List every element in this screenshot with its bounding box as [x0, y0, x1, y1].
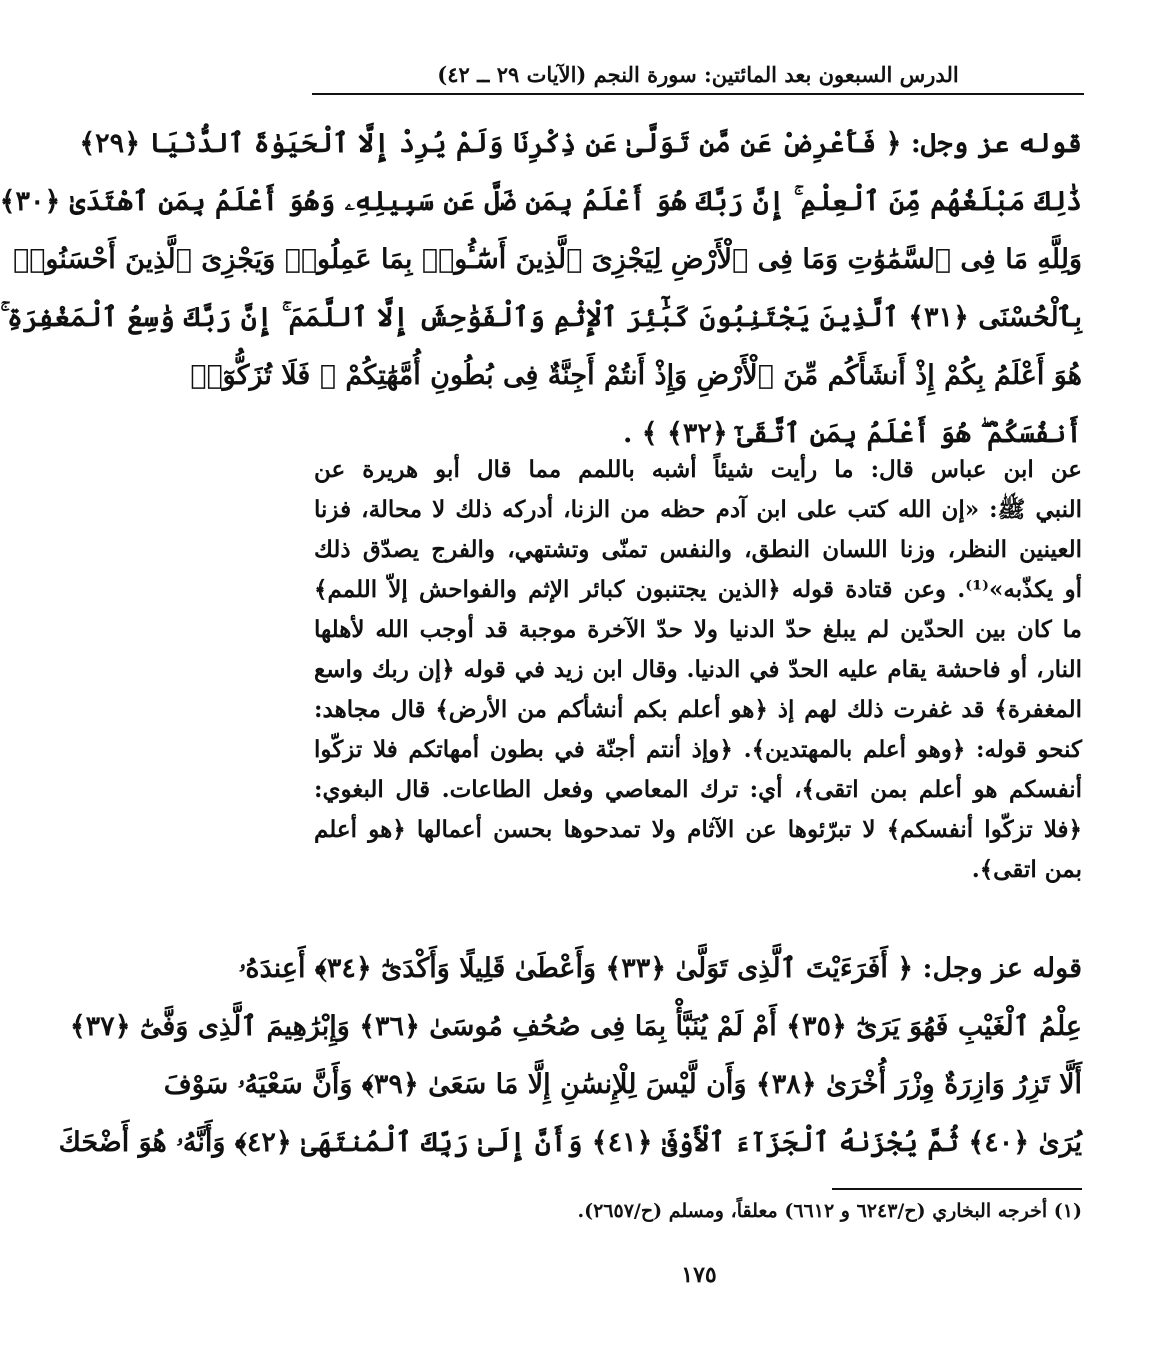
- verse-line: وَلِلَّهِ مَا فِى ٱلسَّمَٰوَٰتِ وَمَا فِى ٱلْأَرْضِ لِيَجْزِىَ ٱلَّذِينَ أَسَٰٓـُٔوا۟ بِمَا عَمِلُوا۟ وَيَجْزِىَ ٱلَّذِينَ أَحْسَنُوا۟: [12, 244, 1082, 275]
- commentary-line: النار، أو فاحشة يقام عليه الحدّ في الدنيا. وقال ابن زيد في قوله ﴿إن ربك واسع: [314, 656, 1082, 683]
- verse-line: ذَٰلِكَ مَبْلَغُهُم مِّنَ ٱلْعِلْمِ ۚ إِنَّ رَبَّكَ هُوَ أَعْلَمُ بِمَن ضَلَّ عَن سَبِيلِهِۦ وَهُوَ أَعْلَمُ بِمَنِ ٱهْتَدَىٰ ﴿٣٠﴾: [0, 186, 1082, 217]
- verse-line: يُرَىٰ ﴿٤٠﴾ ثُمَّ يُجْزَىٰهُ ٱلْجَزَآءَ ٱلْأَوْفَىٰ ﴿٤١﴾ وَأَنَّ إِلَىٰ رَبِّكَ ٱلْمُنتَهَىٰ ﴿٤٢﴾ وَأَنَّهُۥ هُوَ أَضْحَكَ: [58, 1127, 1082, 1158]
- running-header: الدرس السبعون بعد المائتين: سورة النجم (الآيات ٢٩ ــ ٤٢): [312, 62, 1084, 95]
- commentary-line: كنحو قوله: ﴿وهو أعلم بالمهتدين﴾. ﴿وإذ أنتم أجنّة في بطون أمهاتكم فلا تزكّوا: [314, 736, 1082, 763]
- commentary-line: المغفرة﴾ قد غفرت ذلك لهم إذ ﴿هو أعلم بكم أنشأكم من الأرض﴾ قال مجاهد:: [314, 696, 1082, 723]
- quran-section-1: [0, 115, 1082, 463]
- verse-line: بِٱلْحُسْنَى ﴿٣١﴾ ٱلَّذِينَ يَجْتَنِبُونَ كَبَٰٓئِرَ ٱلْإِثْمِ وَٱلْفَوَٰحِشَ إِلَّا ٱللَّمَمَ ۚ إِنَّ رَبَّكَ وَٰسِعُ ٱلْمَغْفِرَةِ ۚ: [0, 302, 1082, 333]
- commentary-line: ﴿فلا تزكّوا أنفسكم﴾ لا تبرّئوها عن الآثام ولا تمدحوها بحسن أعمالها ﴿هو أعلم: [314, 816, 1082, 843]
- commentary-paragraph: [314, 450, 1082, 890]
- verse-line: أَنفُسَكُمْ ۖ هُوَ أَعْلَمُ بِمَنِ ٱتَّقَىٰٓ ﴿٣٢﴾ ﴾ .: [622, 418, 1082, 449]
- commentary-line: النبي ﷺ: «إن الله كتب على ابن آدم حظه من الزنا، أدركه ذلك لا محالة، فزنا: [314, 496, 1082, 523]
- quran-section-2: [58, 940, 1082, 1172]
- verse-line: هُوَ أَعْلَمُ بِكُمْ إِذْ أَنشَأَكُم مِّنَ ٱلْأَرْضِ وَإِذْ أَنتُمْ أَجِنَّةٌ فِى بُطُونِ أُمَّهَٰتِكُمْ ۖ فَلَا تُزَكُّوٓا۟: [190, 360, 1082, 391]
- footnote: (١) أخرجه البخاري (ح/٦٢٤٣ و ٦٦١٢) معلقاً، ومسلم (ح/٢٦٥٧).: [577, 1200, 1082, 1222]
- verse-line: عِلْمُ ٱلْغَيْبِ فَهُوَ يَرَىٰٓ ﴿٣٥﴾ أَمْ لَمْ يُنَبَّأْ بِمَا فِى صُحُفِ مُوسَىٰ ﴿٣٦﴾ وَإِبْرَٰهِيمَ ٱلَّذِى وَفَّىٰٓ ﴿٣٧﴾: [69, 1011, 1082, 1042]
- verse-line: أَلَّا تَزِرُ وَازِرَةٌ وِزْرَ أُخْرَىٰ ﴿٣٨﴾ وَأَن لَّيْسَ لِلْإِنسَٰنِ إِلَّا مَا سَعَىٰ ﴿٣٩﴾ وَأَنَّ سَعْيَهُۥ سَوْفَ: [163, 1069, 1082, 1100]
- commentary-line: ما كان بين الحدّين لم يبلغ حدّ الدنيا ولا حدّ الآخرة موجبة قد أوجب الله لأهلها: [314, 616, 1082, 643]
- verse-line: قوله عز وجل: ﴿ أَفَرَءَيْتَ ٱلَّذِى تَوَلَّىٰ ﴿٣٣﴾ وَأَعْطَىٰ قَلِيلًا وَأَكْدَىٰٓ ﴿٣٤﴾ أَعِندَهُۥ: [238, 953, 1082, 984]
- commentary-line: بمن اتقى﴾.: [971, 856, 1082, 883]
- commentary-line: أنفسكم هو أعلم بمن اتقى﴾، أي: ترك المعاصي وفعل الطاعات. قال البغوي:: [314, 776, 1082, 803]
- commentary-line: العينين النظر، وزنا اللسان النطق، والنفس تمنّى وتشتهي، والفرج يصدّق ذلك: [314, 536, 1082, 563]
- page-number: ١٧٥: [681, 1262, 717, 1288]
- commentary-line: عن ابن عباس قال: ما رأيت شيئاً أشبه باللمم مما قال أبو هريرة عن: [314, 456, 1082, 483]
- footnote-divider: [832, 1188, 1082, 1190]
- verse-line: قوله عز وجل: ﴿ فَأَعْرِضْ عَن مَّن تَوَلَّىٰ عَن ذِكْرِنَا وَلَمْ يُرِدْ إِلَّا ٱلْحَيَوٰةَ ٱلدُّنْيَا ﴿٢٩﴾: [79, 128, 1082, 159]
- commentary-line: أو يكذّبه»⁽¹⁾. وعن قتادة قوله ﴿الذين يجتنبون كبائر الإثم والفواحش إلاّ اللمم﴾: [314, 576, 1083, 603]
